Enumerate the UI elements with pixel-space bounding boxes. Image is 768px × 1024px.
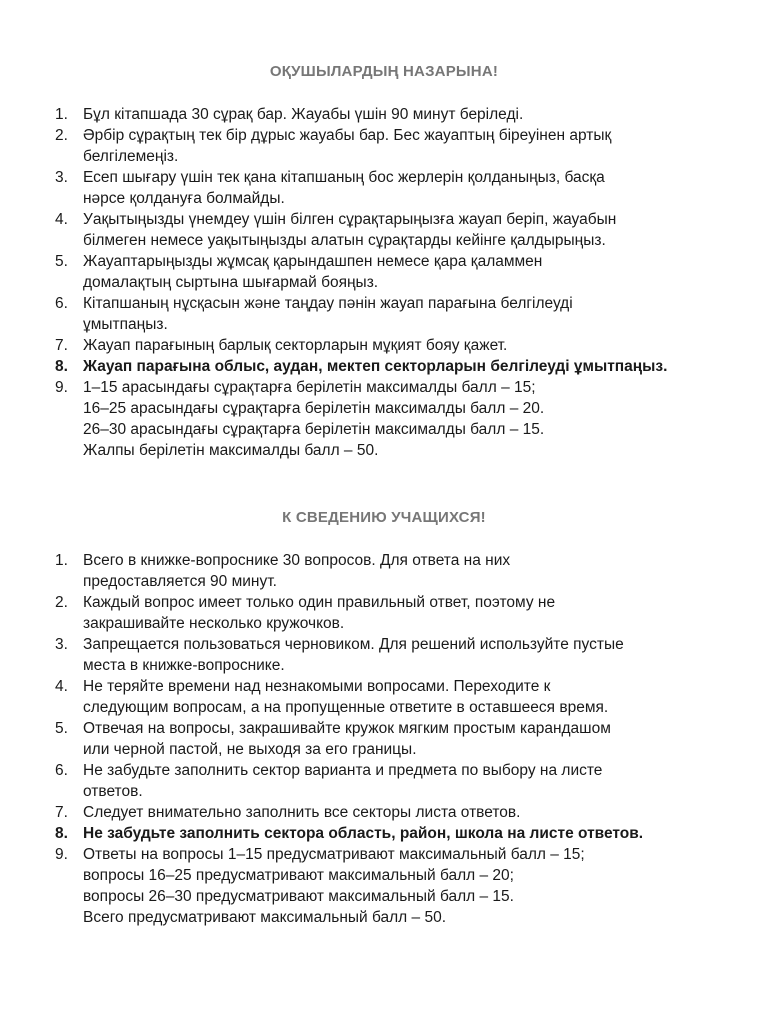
item-text-line: 26–30 арасындағы сұрақтарға берілетін максималды балл – 15. bbox=[83, 421, 545, 438]
item-number: 5. bbox=[55, 253, 68, 270]
item-text-line: Уақытыңызды үнемдеу үшін білген сұрақтарыңызға жауап беріп, жауабын bbox=[83, 211, 617, 228]
item-text-line: Жауап парағының барлық секторларын мұқият бояу қажет. bbox=[83, 337, 508, 354]
item-text-line: закрашивайте несколько кружочков. bbox=[83, 615, 345, 632]
list-item bbox=[55, 592, 695, 634]
item-number: 8. bbox=[55, 825, 68, 842]
item-text-line: вопросы 26–30 предусматривают максимальный балл – 15. bbox=[83, 888, 514, 905]
item-number: 2. bbox=[55, 594, 68, 611]
item-text-line: Кітапшаның нұсқасын және таңдау пәнін жауап парағына белгілеуді bbox=[83, 295, 573, 312]
list-item bbox=[55, 676, 695, 718]
russian-instructions-list bbox=[55, 550, 695, 928]
kazakh-instructions-list bbox=[55, 104, 695, 461]
list-item bbox=[55, 823, 695, 844]
item-text-line: Не забудьте заполнить сектора область, район, школа на листе ответов. bbox=[83, 825, 644, 842]
item-text-line: Не забудьте заполнить сектор варианта и предмета по выбору на листе bbox=[83, 762, 603, 779]
item-text-line: Жауаптарыңызды жұмсақ қарындашпен немесе қара қаламмен bbox=[83, 253, 543, 270]
item-text-line: Жауап парағына облыс, аудан, мектеп секторларын белгілеуді ұмытпаңыз. bbox=[83, 358, 668, 375]
item-text-line: Каждый вопрос имеет только один правильный ответ, поэтому не bbox=[83, 594, 556, 611]
item-text-line: Не теряйте времени над незнакомыми вопросами. Переходите к bbox=[83, 678, 551, 695]
list-item bbox=[55, 167, 695, 209]
item-number: 3. bbox=[55, 636, 68, 653]
item-text-line: нәрсе қолдануға болмайды. bbox=[83, 190, 285, 207]
list-item bbox=[55, 634, 695, 676]
item-text-line: Есеп шығару үшін тек қана кітапшаның бос жерлерін қолданыңыз, басқа bbox=[83, 169, 605, 186]
item-text-line: Отвечая на вопросы, закрашивайте кружок мягким простым карандашом bbox=[83, 720, 611, 737]
item-text-line: следующим вопросам, а на пропущенные ответите в оставшееся время. bbox=[83, 699, 609, 716]
item-number: 9. bbox=[55, 379, 68, 396]
item-text-line: вопросы 16–25 предусматривают максимальный балл – 20; bbox=[83, 867, 514, 884]
item-number: 7. bbox=[55, 337, 68, 354]
item-number: 8. bbox=[55, 358, 68, 375]
item-text-line: білмеген немесе уақытыңызды алатын сұрақтарды кейінге қалдырыңыз. bbox=[83, 232, 606, 249]
item-number: 7. bbox=[55, 804, 68, 821]
item-text-line: Всего в книжке-вопроснике 30 вопросов. Для ответа на них bbox=[83, 552, 511, 569]
item-text-line: Жалпы берілетін максималды балл – 50. bbox=[83, 442, 379, 459]
item-text-line: 1–15 арасындағы сұрақтарға берілетін максималды балл – 15; bbox=[83, 379, 536, 396]
item-text-line: Бұл кітапшада 30 сұрақ бар. Жауабы үшін 90 минут беріледі. bbox=[83, 106, 524, 123]
item-number: 6. bbox=[55, 295, 68, 312]
item-text-line: Всего предусматривают максимальный балл – 50. bbox=[83, 909, 447, 926]
list-item bbox=[55, 550, 695, 592]
item-text-line: или черной пастой, не выходя за его границы. bbox=[83, 741, 417, 758]
item-number: 4. bbox=[55, 211, 68, 228]
item-text-line: предоставляется 90 минут. bbox=[83, 573, 277, 590]
item-number: 9. bbox=[55, 846, 68, 863]
list-item bbox=[55, 377, 695, 461]
list-item bbox=[55, 125, 695, 167]
item-number: 1. bbox=[55, 552, 68, 569]
item-number: 2. bbox=[55, 127, 68, 144]
item-text-line: Следует внимательно заполнить все секторы листа ответов. bbox=[83, 804, 521, 821]
item-text-line: 16–25 арасындағы сұрақтарға берілетін максималды балл – 20. bbox=[83, 400, 545, 417]
list-item bbox=[55, 802, 695, 823]
item-text-line: Запрещается пользоваться черновиком. Для решений используйте пустые bbox=[83, 636, 624, 653]
list-item bbox=[55, 760, 695, 802]
list-item bbox=[55, 335, 695, 356]
list-item bbox=[55, 104, 695, 125]
list-item bbox=[55, 356, 695, 377]
russian-section-title: К СВЕДЕНИЮ УЧАЩИХСЯ! bbox=[282, 509, 486, 526]
list-item bbox=[55, 209, 695, 251]
item-number: 5. bbox=[55, 720, 68, 737]
item-number: 4. bbox=[55, 678, 68, 695]
list-item bbox=[55, 718, 695, 760]
item-text-line: домалақтың сыртына шығармай бояңыз. bbox=[83, 274, 379, 291]
list-item bbox=[55, 293, 695, 335]
item-text-line: ұмытпаңыз. bbox=[83, 316, 168, 333]
item-number: 3. bbox=[55, 169, 68, 186]
item-number: 6. bbox=[55, 762, 68, 779]
list-item bbox=[55, 844, 695, 928]
item-number: 1. bbox=[55, 106, 68, 123]
item-text-line: Әрбір сұрақтың тек бір дұрыс жауабы бар. Бес жауаптың біреуінен артық bbox=[83, 127, 612, 144]
list-item bbox=[55, 251, 695, 293]
item-text-line: ответов. bbox=[83, 783, 143, 800]
item-text-line: Ответы на вопросы 1–15 предусматривают максимальный балл – 15; bbox=[83, 846, 585, 863]
kazakh-section-title: ОҚУШЫЛАРДЫҢ НАЗАРЫНА! bbox=[269, 63, 499, 80]
item-text-line: места в книжке-вопроснике. bbox=[83, 657, 285, 674]
item-text-line: белгілемеңіз. bbox=[83, 148, 179, 165]
